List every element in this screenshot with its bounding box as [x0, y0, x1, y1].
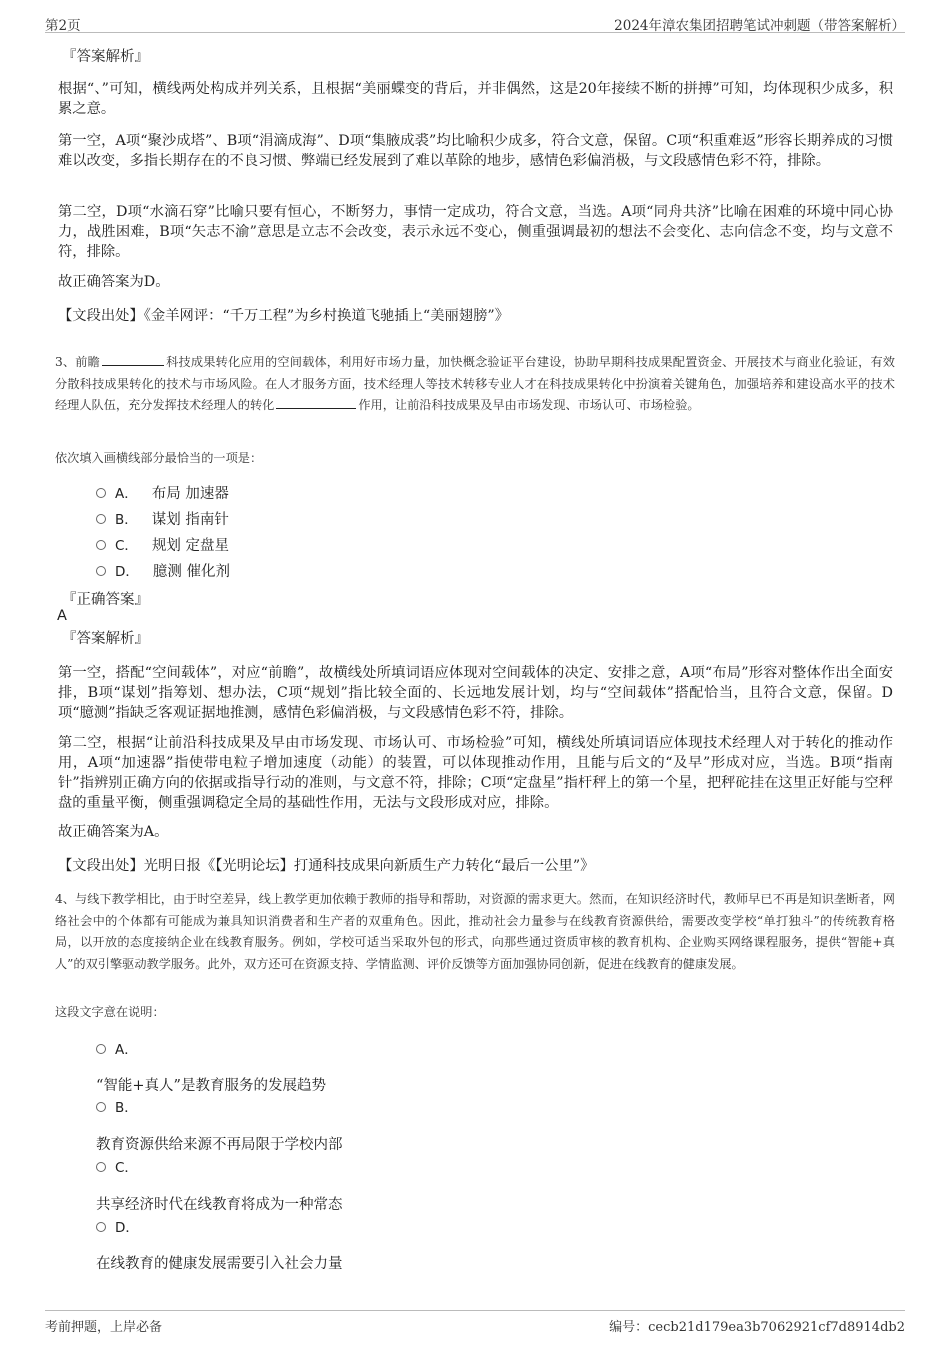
radio-icon[interactable] [96, 566, 106, 576]
page-number: 第2页 [45, 18, 81, 34]
page-header [45, 10, 905, 33]
q3-option-b[interactable]: B． 谋划 指南针 [96, 510, 229, 530]
radio-icon[interactable] [96, 1162, 106, 1172]
q2-analysis-para: 第一空，A项“聚沙成塔”、B项“涓滴成海”、D项“集腋成裘”均比喻积少成多，符合文意，保留。C项“积重难返”形容长期养成的习惯难以改变，多指长期存在的不良习惯、弊端已经发展到了难以革除的地步，感情色彩偏消极，与文段感情色彩不符，排除。 [58, 133, 893, 169]
q3-option-d[interactable]: D． 臆测 催化剂 [96, 562, 230, 582]
fill-blank-1 [102, 353, 164, 366]
q2-conclusion: 故正确答案为D。 [58, 274, 170, 290]
radio-icon[interactable] [96, 1102, 106, 1112]
q3-analysis-para: 第二空，根据“让前沿科技成果及早由市场发现、市场认可、市场检验”可知，横线处所填词语应体现技术经理人对于转化的推动作用，A项“加速器”指使带电粒子增加速度（动能）的装置，可以体现推动作用，且能与后文的“及早”形成对应，当选。B项“指南针”指辨别正确方向的依据或指导行动的准则，与文意不符，排除；C项“定盘星”指杆秤上的第一个星，把秤砣挂在这里正好能与空秤盘的重量平衡，侧重强调稳定全局的基础性作用，无法与文段形成对应，排除。 [58, 735, 893, 811]
page-footer [45, 1310, 905, 1335]
q4-option-c-text: 共享经济时代在线教育将成为一种常态 [96, 1197, 343, 1213]
q3-stem [55, 352, 895, 417]
radio-icon[interactable] [96, 1222, 106, 1232]
q2-source: 【文段出处】《金羊网评：“千万工程”为乡村换道飞驰插上“美丽翅膀”》 [58, 308, 509, 324]
q2-analysis-label: 『答案解析』 [62, 49, 149, 65]
fill-blank-2 [276, 396, 356, 409]
q4-option-c[interactable]: C． [96, 1158, 138, 1178]
footer-slogan: 考前押题，上岸必备 [45, 1320, 163, 1335]
q4-option-d-text: 在线教育的健康发展需要引入社会力量 [96, 1256, 343, 1272]
q4-stem: 4、与线下教学相比，由于时空差异，线上教学更加依赖于教师的指导和帮助，对资源的需求更大。然而，在知识经济时代，教师早已不再是知识垄断者，网络社会中的个体都有可能成为兼具知识消费者和生产者的双重角色。因此，推动社会力量参与在线教育资源供给，需要改变学校“单打独斗”的传统教育格局，以开放的态度接纳企业在线教育服务。例如，学校可适当采取外包的形式，向那些通过资质审核的教育机构、企业购买网络课程服务，提供“智能+真人”的双引擎驱动教学服务。此外，双方还可在资源支持、学情监测、评价反馈等方面加强协同创新，促进在线教育的健康发展。 [55, 892, 895, 971]
radio-icon[interactable] [96, 540, 106, 550]
q3-option-c[interactable]: C． 规划 定盘星 [96, 536, 229, 556]
q4-option-a-text: “智能+真人”是教育服务的发展趋势 [96, 1078, 326, 1094]
q4-option-d[interactable]: D． [96, 1218, 139, 1238]
document-id: 编号：cecb21d179ea3b7062921cf7d8914db2 [609, 1320, 905, 1335]
q3-correct-answer: A [57, 608, 67, 624]
q3-stem-end: 作用，让前沿科技成果及早由市场发现、市场认可、市场检验。 [358, 398, 700, 412]
radio-icon[interactable] [96, 514, 106, 524]
q3-prompt: 依次填入画横线部分最恰当的一项是： [55, 451, 263, 465]
q3-stem-start: 3、前瞻 [55, 355, 100, 369]
q4-option-a[interactable]: A． [96, 1040, 138, 1060]
document-title: 2024年漳农集团招聘笔试冲刺题（带答案解析） [614, 18, 905, 34]
q4-prompt: 这段文字意在说明： [55, 1005, 165, 1019]
q3-source: 【文段出处】光明日报《【光明论坛】打通科技成果向新质生产力转化“最后一公里”》 [58, 858, 595, 874]
radio-icon[interactable] [96, 1044, 106, 1054]
q3-conclusion: 故正确答案为A。 [58, 824, 169, 840]
q4-option-b-text: 教育资源供给来源不再局限于学校内部 [96, 1137, 343, 1153]
q3-analysis-para: 第一空，搭配“空间载体”，对应“前瞻”，故横线处所填词语应体现对空间载体的决定、安排之意，A项“布局”形容对整体作出全面安排，B项“谋划”指筹划、想办法，C项“规划”指比较全面的、长远地发展计划，均与“空间载体”搭配恰当，且符合文意，保留。D项“臆测”指缺乏客观证据地推测，感情色彩偏消极，与文段感情色彩不符，排除。 [58, 665, 893, 721]
radio-icon[interactable] [96, 488, 106, 498]
q3-stem-middle: 科技成果转化应用的空间载体，利用好市场力量，加快概念验证平台建设，协助早期科技成果配置资金、开展技术与商业化验证，有效分散科技成果转化的技术与市场风险。在人才服务方面，技术经理人等技术转移专业人才在科技成果转化中扮演着关键角色，加强培养和建设高水平的技术经理人队伍，充分发挥技术经理人的转化 [55, 355, 895, 412]
q3-correct-label: 『正确答案』 [62, 592, 149, 608]
q2-analysis-para: 根据“、”可知，横线两处构成并列关系，且根据“美丽蝶变的背后，并非偶然，这是20年接续不断的拼搏”可知，均体现积少成多，积累之意。 [58, 81, 893, 117]
q3-analysis-label: 『答案解析』 [62, 631, 149, 647]
q3-option-a[interactable]: A． 布局 加速器 [96, 484, 229, 504]
q4-option-b[interactable]: B． [96, 1098, 138, 1118]
q2-analysis-para: 第二空，D项“水滴石穿”比喻只要有恒心，不断努力，事情一定成功，符合文意，当选。A项“同舟共济”比喻在困难的环境中同心协力，战胜困难，B项“矢志不渝”意思是立志不会改变，表示永远不变心，侧重强调最初的想法不会变化、志向信念不变，均与文意不符，排除。 [58, 204, 893, 260]
